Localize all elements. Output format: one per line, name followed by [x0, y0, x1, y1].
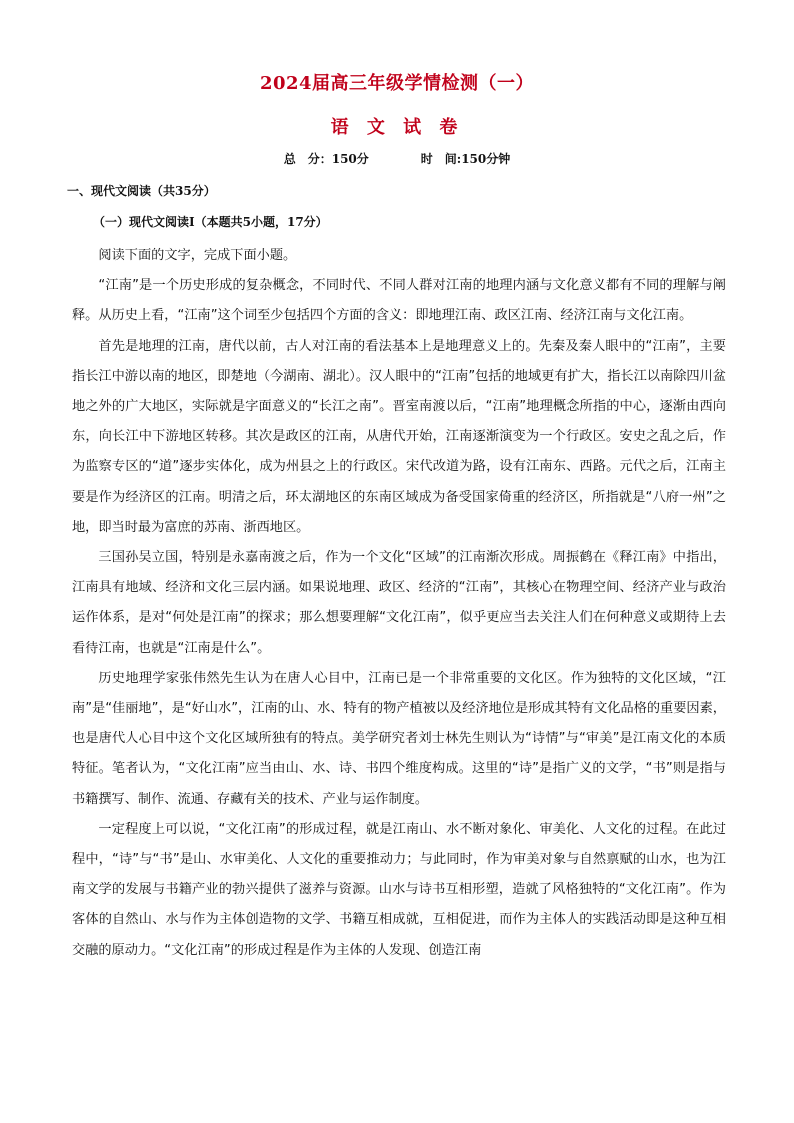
subsection-heading: （一）现代文阅读Ⅰ（本题共5小题，17分）	[93, 215, 328, 229]
exam-duration: 时 间:150分钟	[420, 152, 511, 166]
passage-paragraph: 一定程度上可以说，“文化江南”的形成过程，就是江南山、水不断对象化、审美化、人文化的过程。在此过程中，“诗”与“书”是山、水审美化、人文化的重要推动力；与此同时，作为审美对象与自然禀赋的山水，也为江南文学的发展与书籍产业的勃兴提供了滋养与资源。山水与诗书互相形塑，造就了风格独特的“文化江南”。作为客体的自然山、水与作为主体创造物的文学、书籍互相成就，互相促进，而作为主体人的实践活动即是这种互相交融的原动力。“文化江南”的形成过程是作为主体的人发现、创造江南	[72, 821, 726, 958]
exam-meta	[0, 150, 794, 167]
exam-subject: 语 文 试 卷	[330, 117, 464, 138]
instruction-paragraph: 阅读下面的文字，完成下面小题。	[98, 248, 297, 263]
reading-passage	[72, 241, 726, 966]
exam-title: 2024届高三年级学情检测（一）	[259, 73, 535, 94]
passage-paragraph: 三国孙吴立国，特别是永嘉南渡之后，作为一个文化“区域”的江南渐次形成。周振鹤在《释江南》中指出，江南具有地域、经济和文化三层内涵。如果说地理、政区、经济的“江南”，其核心在物理空间、经济产业与政治运作体系，是对“何处是江南”的探求；那么想要理解“文化江南”，似乎更应当去关注人们在何种意义或期待上去看待江南，也就是“江南是什么”。	[72, 550, 726, 656]
passage-paragraph: “江南”是一个历史形成的复杂概念，不同时代、不同人群对江南的地理内涵与文化意义都有不同的理解与阐释。从历史上看，“江南”这个词至少包括四个方面的含义：即地理江南、政区江南、经济江南与文化江南。	[72, 278, 726, 324]
passage-paragraph: 历史地理学家张伟然先生认为在唐人心目中，江南已是一个非常重要的文化区。作为独特的文化区域，“江南”是“佳丽地”，是“好山水”，江南的山、水、特有的物产植被以及经济地位是形成其特有文化品格的重要因素，也是唐代人心目中这个文化区域所独有的特点。美学研究者刘士林先生则认为“诗情”与“审美”是江南文化的本质特征。笔者认为，“文化江南”应当由山、水、诗、书四个维度构成。这里的“诗”是指广义的文学，“书”则是指与书籍撰写、制作、流通、存藏有关的技术、产业与运作制度。	[72, 670, 726, 807]
total-score: 总 分：150分	[283, 152, 369, 166]
passage-paragraph: 首先是地理的江南，唐代以前，古人对江南的看法基本上是地理意义上的。先秦及秦人眼中的“江南”，主要指长江中游以南的地区，即楚地（今湖南、湖北）。汉人眼中的“江南”包括的地域更有扩大，指长江以南除四川盆地之外的广大地区，实际就是字面意义的“长江之南”。晋室南渡以后，“江南”地理概念所指的中心，逐渐由西向东，向长江中下游地区转移。其次是政区的江南，从唐代开始，江南逐渐演变为一个行政区。安史之乱之后，作为监察专区的“道”逐步实体化，成为州县之上的行政区。宋代改道为路，设有江南东、西路。元代之后，江南主要是作为经济区的江南。明清之后，环太湖地区的东南区域成为备受国家倚重的经济区，所指就是“八府一州”之地，即当时最为富庶的苏南、浙西地区。	[72, 338, 726, 535]
section-heading: 一、现代文阅读（共35分）	[67, 184, 216, 198]
